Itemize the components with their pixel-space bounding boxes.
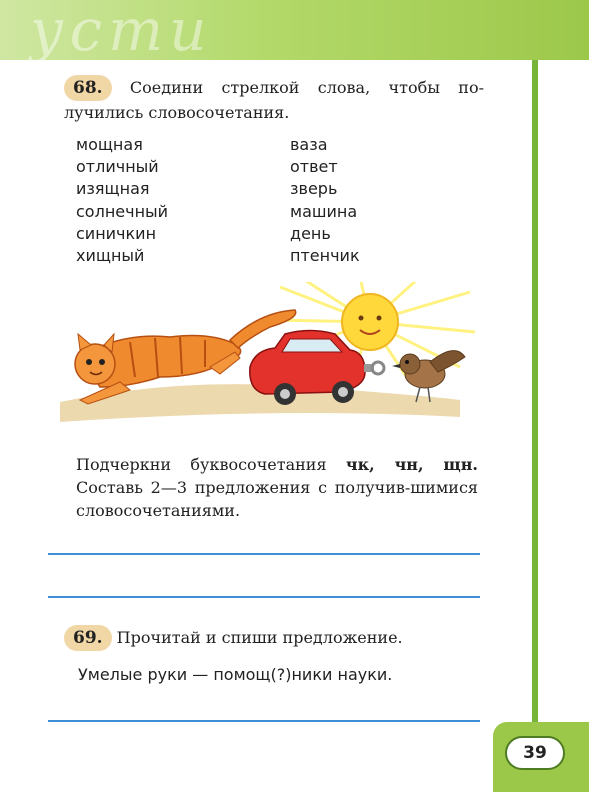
task-69-instruction: Прочитай и спиши предложение. [116, 628, 403, 647]
writing-line[interactable] [48, 596, 480, 598]
sentence-to-copy: Умелые руки — помощ(?)ники науки. [78, 665, 393, 684]
right-margin [538, 60, 589, 792]
header-decor-text: усти [30, 0, 213, 64]
word-left[interactable]: солнечный [76, 201, 169, 221]
task-69-heading [64, 625, 403, 651]
word-right[interactable]: зверь [290, 179, 338, 199]
word-right[interactable]: машина [290, 201, 358, 221]
word-left[interactable]: изящная [76, 179, 150, 199]
word-left[interactable]: отличный [76, 157, 159, 177]
task-68-instruction: Соедини стрелкой слова, чтобы по-лучились словосочетания. [64, 78, 484, 122]
word-right[interactable]: птенчик [290, 246, 360, 266]
word-left[interactable]: синичкин [76, 223, 157, 243]
writing-line[interactable] [48, 553, 480, 555]
header-band [0, 0, 589, 64]
page-number: 39 [505, 736, 565, 770]
word-left[interactable]: хищный [76, 246, 145, 266]
task-69-number: 69. [64, 625, 112, 651]
word-right[interactable]: день [290, 223, 331, 243]
sparrow-drawing [392, 351, 465, 402]
word-right[interactable]: ваза [290, 135, 328, 154]
sun [342, 294, 398, 350]
left-word-column [76, 134, 168, 267]
underline-instruction: Подчеркни буквосочетания [76, 455, 346, 474]
task-68-number: 68. [64, 75, 112, 101]
word-left[interactable]: мощная [76, 135, 143, 154]
writing-line[interactable] [48, 720, 480, 722]
compose-instruction: Составь 2—3 предложения с получив-шимися словосочетаниями. [76, 478, 478, 520]
word-right[interactable]: ответ [290, 157, 338, 177]
illustration [60, 282, 480, 432]
letter-combinations: чк, чн, щн. [345, 455, 478, 474]
task-68-heading [64, 75, 484, 124]
task-68-followup [76, 453, 478, 522]
right-word-column [290, 134, 360, 267]
